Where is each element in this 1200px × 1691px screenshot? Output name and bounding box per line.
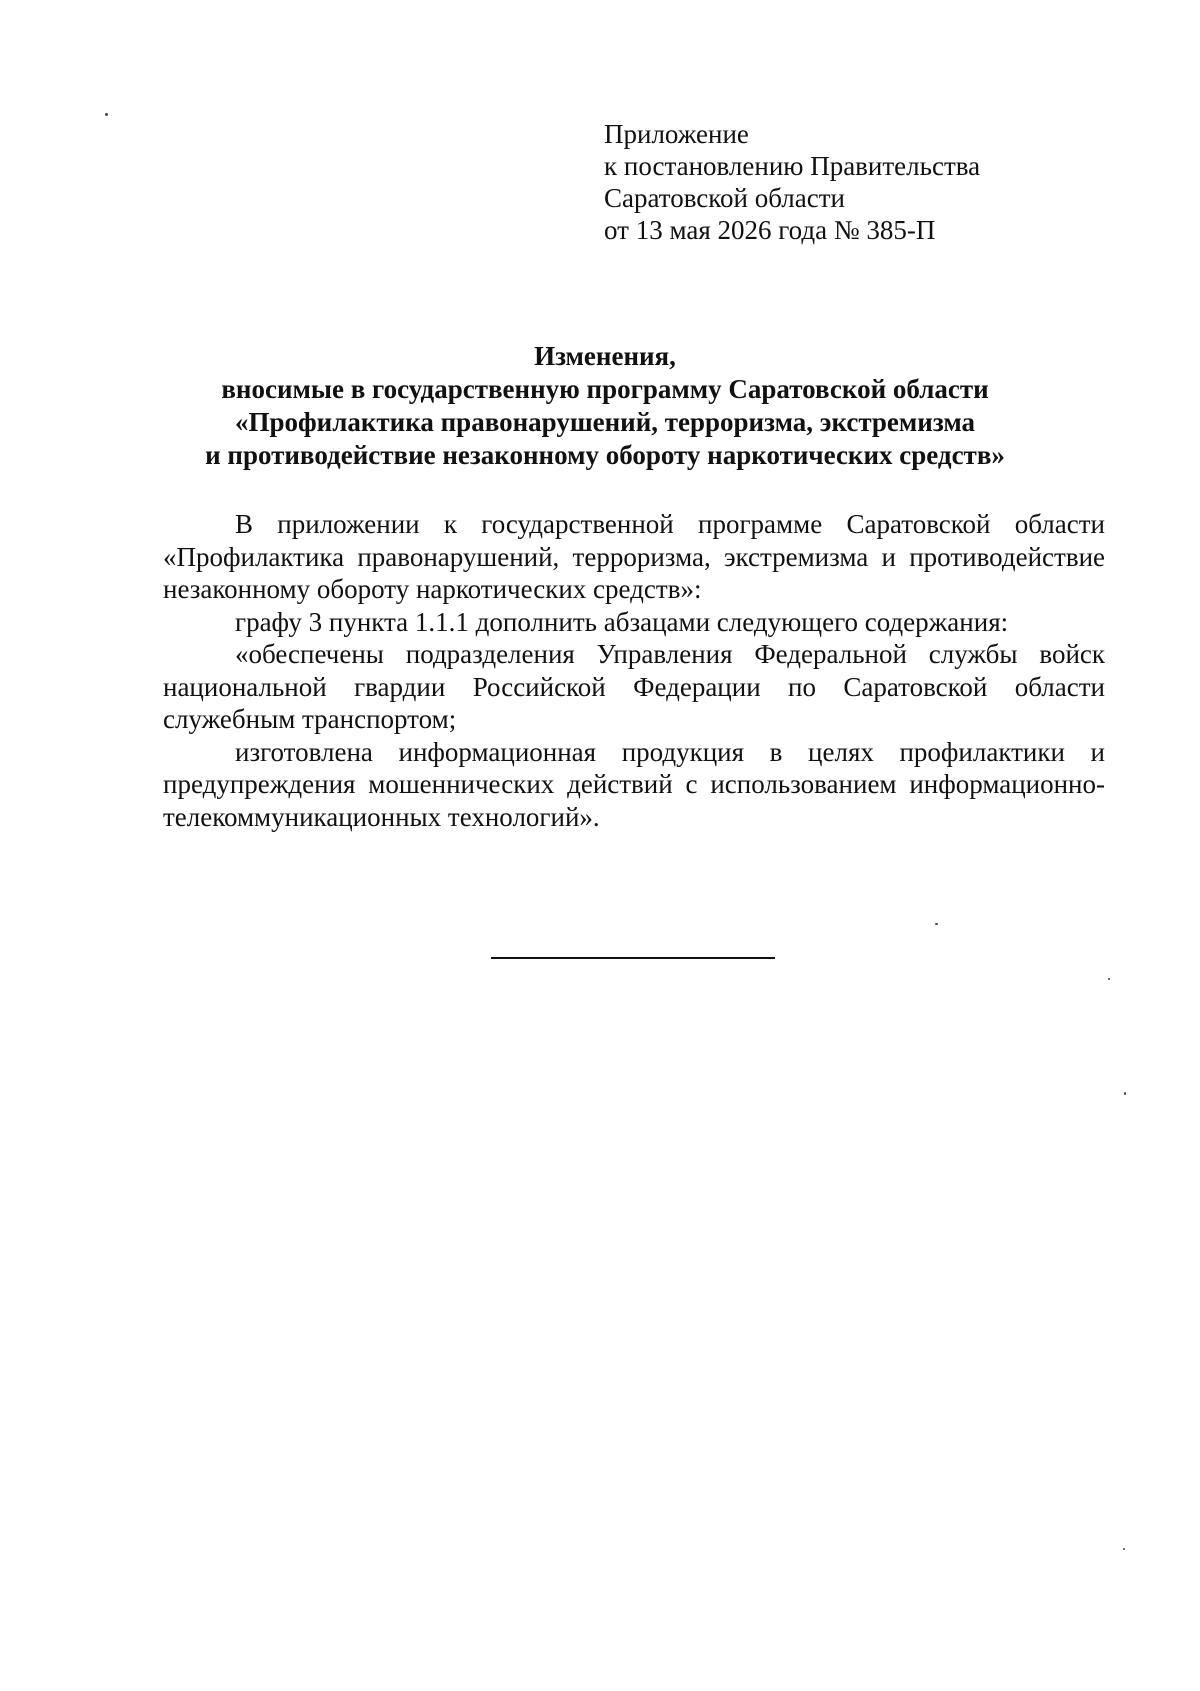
appendix-line: Саратовской области	[604, 183, 845, 213]
title-line: вносимые в государственную программу Саратовской области	[221, 374, 989, 404]
title-line: «Профилактика правонарушений, терроризма, экстремизма	[234, 407, 976, 437]
appendix-header	[604, 118, 1104, 246]
closing-divider	[491, 957, 775, 959]
body-paragraph: В приложении к государственной программе Саратовской области «Профилактика правонарушений, терроризма, экстремизма и противодействие незаконному обороту наркотических средств»:	[163, 509, 1105, 604]
appendix-line: к постановлению Правительства	[604, 151, 981, 181]
document-body	[163, 508, 1105, 833]
scan-speck	[105, 113, 108, 116]
appendix-line: от 13 мая 2026 года № 385-П	[604, 215, 936, 245]
scan-speck	[1123, 1548, 1125, 1550]
body-paragraph: графу 3 пункта 1.1.1 дополнить абзацами следующего содержания:	[235, 606, 1009, 637]
body-paragraph: изготовлена информационная продукция в целях профилактики и предупреждения мошеннических действий с использованием информационно-телекоммуникационных технологий».	[163, 736, 1105, 832]
scan-speck	[935, 923, 938, 925]
scan-speck	[1108, 978, 1110, 980]
body-paragraph: «обеспечены подразделения Управления Федеральной службы войск национальной гвардии Российской Федерации по Саратовской области служебным транспортом;	[163, 639, 1105, 734]
scan-speck	[1124, 1092, 1126, 1095]
title-line: Изменения,	[534, 341, 676, 371]
appendix-line: Приложение	[604, 119, 749, 149]
title-line: и противодействие незаконному обороту наркотических средств»	[205, 440, 1005, 470]
document-title	[140, 340, 1070, 472]
